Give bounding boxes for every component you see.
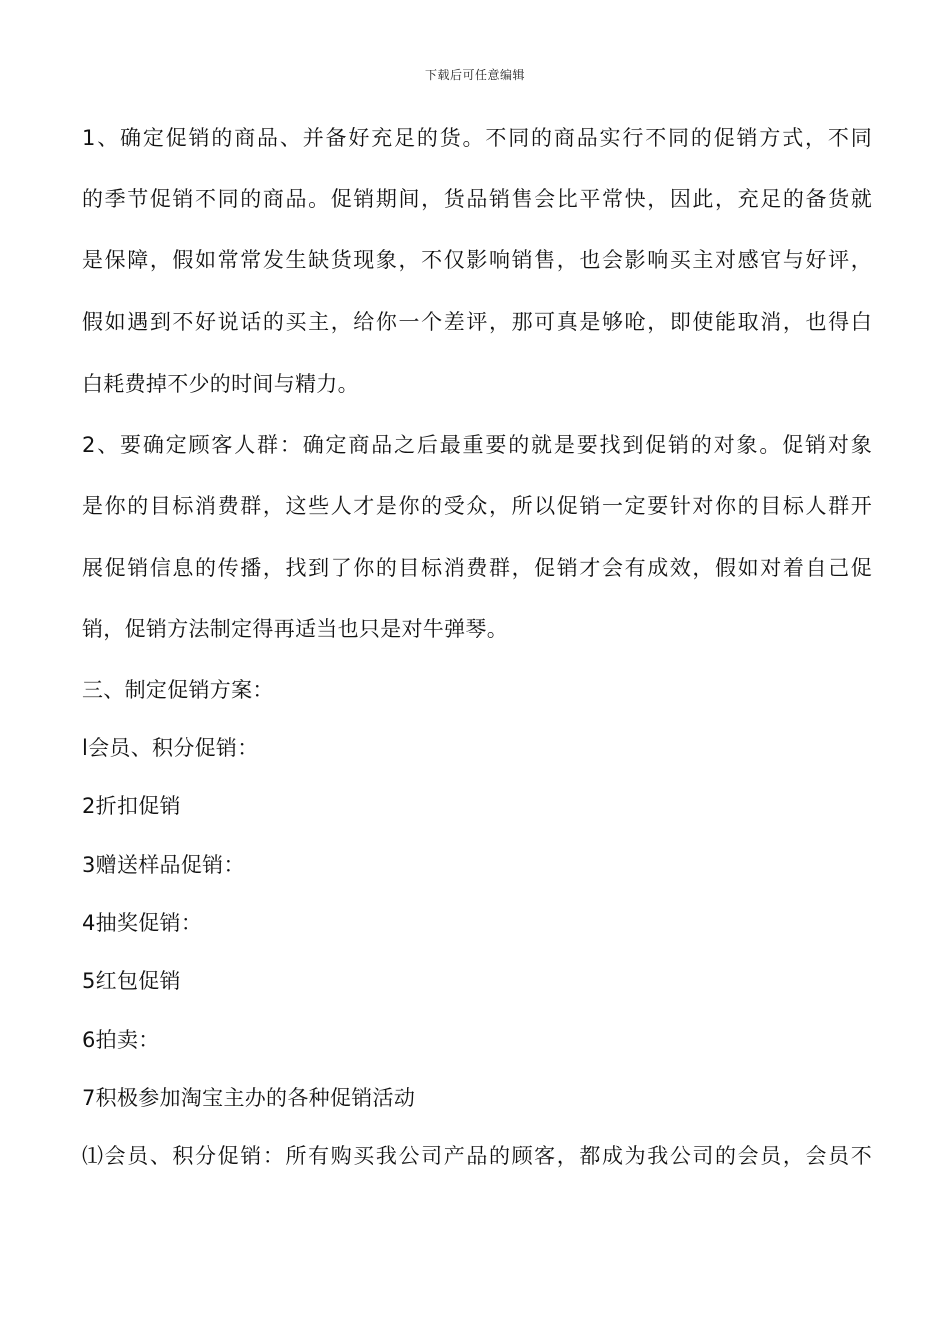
paragraph-2-line-2: 是你的目标消费群，这些人才是你的受众，所以促销一定要针对你的目标人群开 <box>82 494 872 518</box>
paragraph-1-line-1: 1、确定促销的商品、并备好充足的货。不同的商品实行不同的促销方式，不同 <box>82 126 872 150</box>
paragraph-1-line-4: 假如遇到不好说话的买主，给你一个差评，那可真是够呛，即使能取消，也得白 <box>82 310 872 334</box>
list-item-5: 5红包促销 <box>82 969 181 993</box>
paragraph-1-line-3: 是保障，假如常常发生缺货现象，不仅影响销售，也会影响买主对感官与好评， <box>82 248 872 272</box>
paragraph-2-line-3: 展促销信息的传播，找到了你的目标消费群，促销才会有成效，假如对着自己促 <box>82 556 872 580</box>
section-heading: 三、制定促销方案： <box>82 678 274 702</box>
list-item-2: 2折扣促销 <box>82 794 181 818</box>
paragraph-2-line-1: 2、要确定顾客人群：确定商品之后最重要的就是要找到促销的对象。促销对象 <box>82 433 872 457</box>
list-item-6: 6拍卖： <box>82 1028 160 1052</box>
list-item-7: 7积极参加淘宝主办的各种促销活动 <box>82 1086 416 1110</box>
list-item-1: l会员、积分促销： <box>82 736 259 760</box>
paragraph-3-line-1: ⑴会员、积分促销：所有购买我公司产品的顾客，都成为我公司的会员，会员不 <box>82 1144 872 1168</box>
page-header: 下载后可任意编辑 <box>424 68 525 82</box>
paragraph-1-line-2: 的季节促销不同的商品。促销期间，货品销售会比平常快，因此，充足的备货就 <box>82 187 872 211</box>
list-item-4: 4抽奖促销： <box>82 911 203 935</box>
list-item-3: 3赠送样品促销： <box>82 853 245 877</box>
paragraph-1-line-5: 白耗费掉不少的时间与精力。 <box>82 372 359 396</box>
paragraph-2-line-4: 销，促销方法制定得再适当也只是对牛弹琴。 <box>82 617 508 641</box>
